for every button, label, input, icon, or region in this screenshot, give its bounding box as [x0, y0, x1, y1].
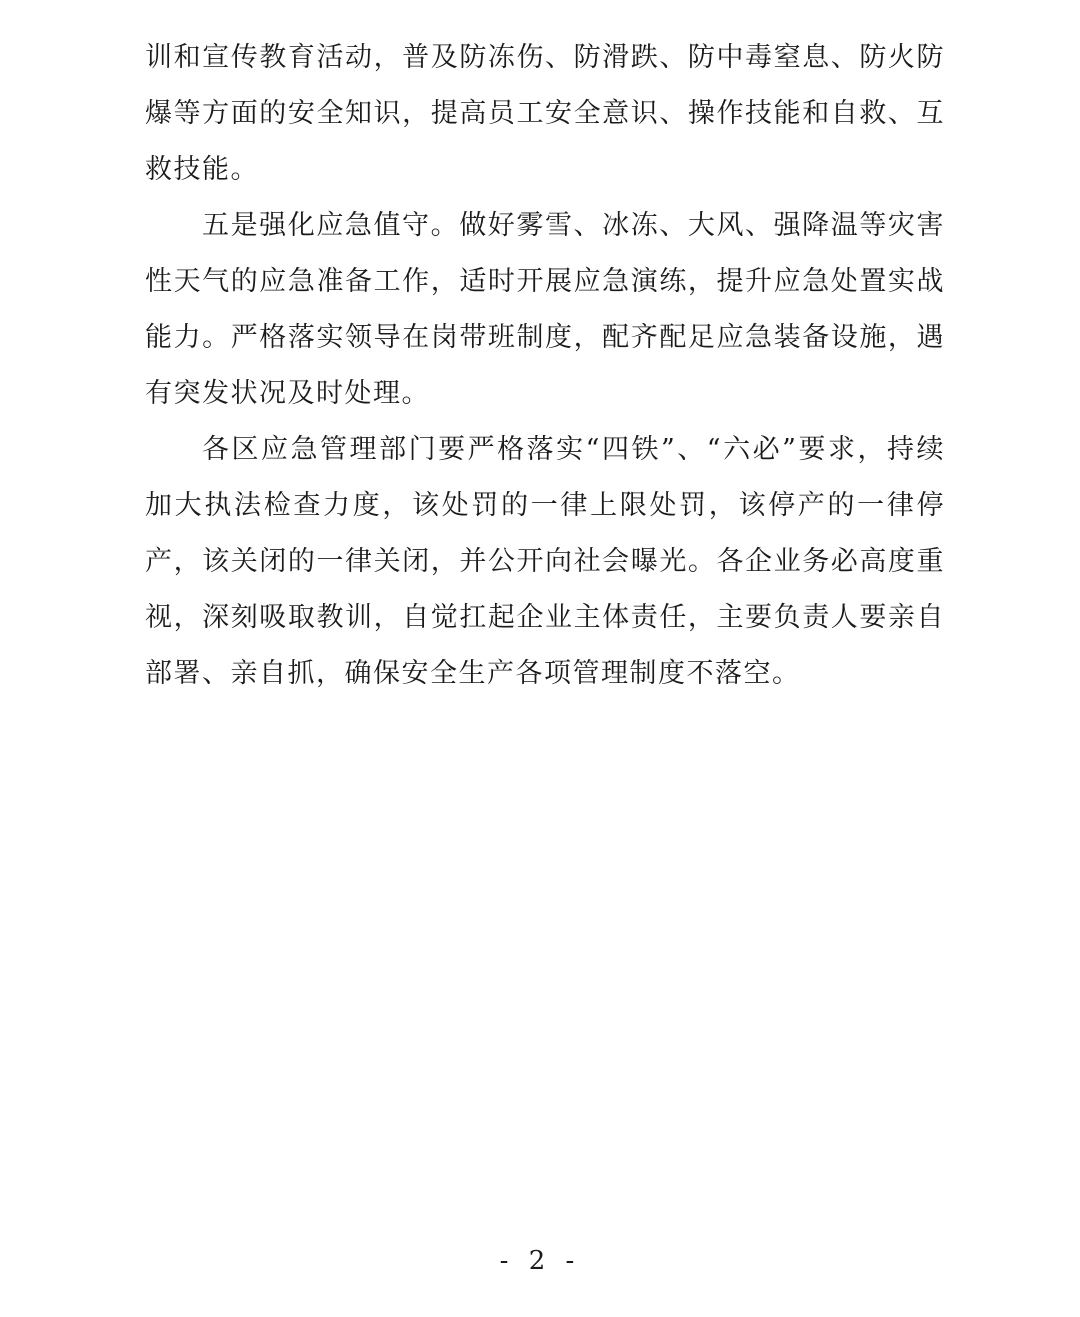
document-body	[145, 30, 945, 702]
paragraph-enforcement: 各区应急管理部门要严格落实“四铁”、“六必”要求，持续加大执法检查力度，该处罚的一律上限处罚，该停产的一律停产，该关闭的一律关闭，并公开向社会曝光。各企业务必高度重视，深刻吸取教训，自觉扛起企业主体责任，主要负责人要亲自部署、亲自抓，确保安全生产各项管理制度不落空。	[145, 434, 945, 689]
paragraph-continuation: 训和宣传教育活动，普及防冻伤、防滑跌、防中毒窒息、防火防爆等方面的安全知识，提高员工安全意识、操作技能和自救、互救技能。	[145, 42, 945, 185]
page-number: - 2 -	[499, 1246, 581, 1276]
paragraph-emergency-duty: 五是强化应急值守。做好雾雪、冰冻、大风、强降温等灾害性天气的应急准备工作，适时开展应急演练，提升应急处置实战能力。严格落实领导在岗带班制度，配齐配足应急装备设施，遇有突发状况及时处理。	[145, 210, 945, 409]
